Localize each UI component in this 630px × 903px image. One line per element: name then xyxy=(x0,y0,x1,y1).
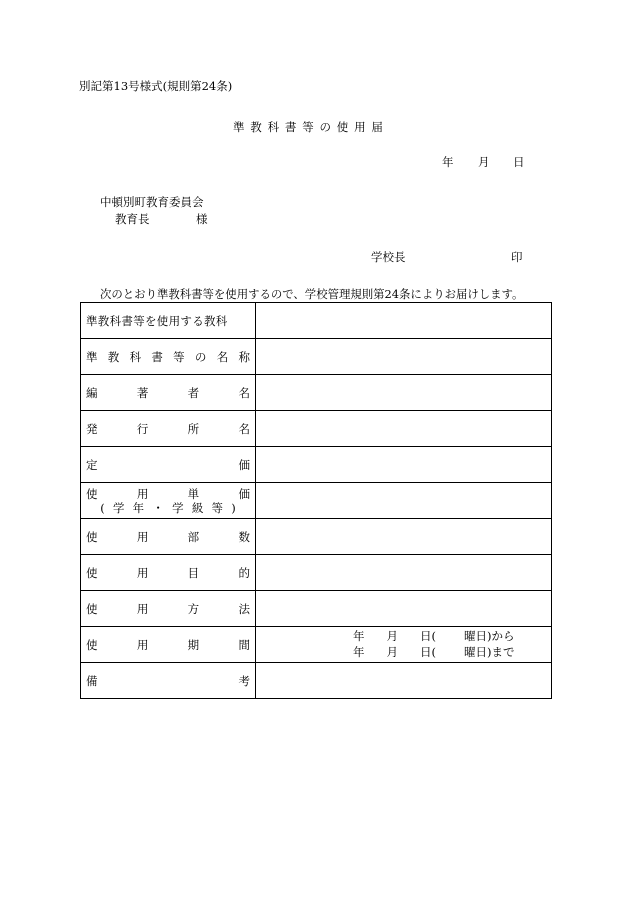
date-month: 月 xyxy=(478,155,490,169)
value-publisher[interactable] xyxy=(256,411,552,447)
value-purpose[interactable] xyxy=(256,555,552,591)
value-method[interactable] xyxy=(256,591,552,627)
seal-mark: 印 xyxy=(511,250,523,264)
form-number: 別記第13号様式(規則第24条) xyxy=(79,79,233,93)
label-textbook-name: 準 教 科 書 等 の 名 称 xyxy=(81,339,256,375)
table-row xyxy=(81,303,552,339)
intro-statement: 次のとおり準教科書等を使用するので、学校管理規則第24条によりお届けします。 xyxy=(100,287,524,301)
label-remarks: 備 考 xyxy=(81,663,256,699)
value-unit-price[interactable] xyxy=(256,483,552,519)
addressee-honorific: 様 xyxy=(196,212,208,226)
table-row xyxy=(81,519,552,555)
value-textbook-name[interactable] xyxy=(256,339,552,375)
document-title: 準教科書等の使用届 xyxy=(233,120,389,134)
period-start: 年 月 日( 曜日)から xyxy=(353,629,515,643)
label-copies: 使 用 部 数 xyxy=(81,519,256,555)
table-row xyxy=(81,627,552,663)
addressee-organization: 中頓別町教育委員会 xyxy=(100,195,204,209)
label-purpose: 使 用 目 的 xyxy=(81,555,256,591)
value-subject[interactable] xyxy=(256,303,552,339)
value-remarks[interactable] xyxy=(256,663,552,699)
notification-table xyxy=(80,302,552,699)
value-author[interactable] xyxy=(256,375,552,411)
value-period[interactable] xyxy=(256,627,552,663)
label-unit-price-sub: ( 学 年 ・ 学 級 等 ) xyxy=(100,500,236,515)
table-row xyxy=(81,339,552,375)
table-row xyxy=(81,591,552,627)
sender-role: 学校長 xyxy=(371,250,406,264)
table-row xyxy=(81,375,552,411)
date-day: 日 xyxy=(513,155,525,169)
label-unit-price: 使 用 単 価 ( 学 年 ・ 学 級 等 ) xyxy=(81,483,256,519)
value-copies[interactable] xyxy=(256,519,552,555)
table-row xyxy=(81,663,552,699)
value-price[interactable] xyxy=(256,447,552,483)
label-method: 使 用 方 法 xyxy=(81,591,256,627)
table-row xyxy=(81,555,552,591)
label-subject: 準教科書等を使用する教科 xyxy=(81,303,256,339)
period-end: 年 月 日( 曜日)まで xyxy=(353,645,515,659)
addressee-role: 教育長 xyxy=(115,212,150,226)
label-author: 編 著 者 名 xyxy=(81,375,256,411)
label-period: 使 用 期 間 xyxy=(81,627,256,663)
label-publisher: 発 行 所 名 xyxy=(81,411,256,447)
label-price: 定 価 xyxy=(81,447,256,483)
table-row xyxy=(81,483,552,519)
table-row xyxy=(81,411,552,447)
table-row xyxy=(81,447,552,483)
date-year: 年 xyxy=(442,155,454,169)
